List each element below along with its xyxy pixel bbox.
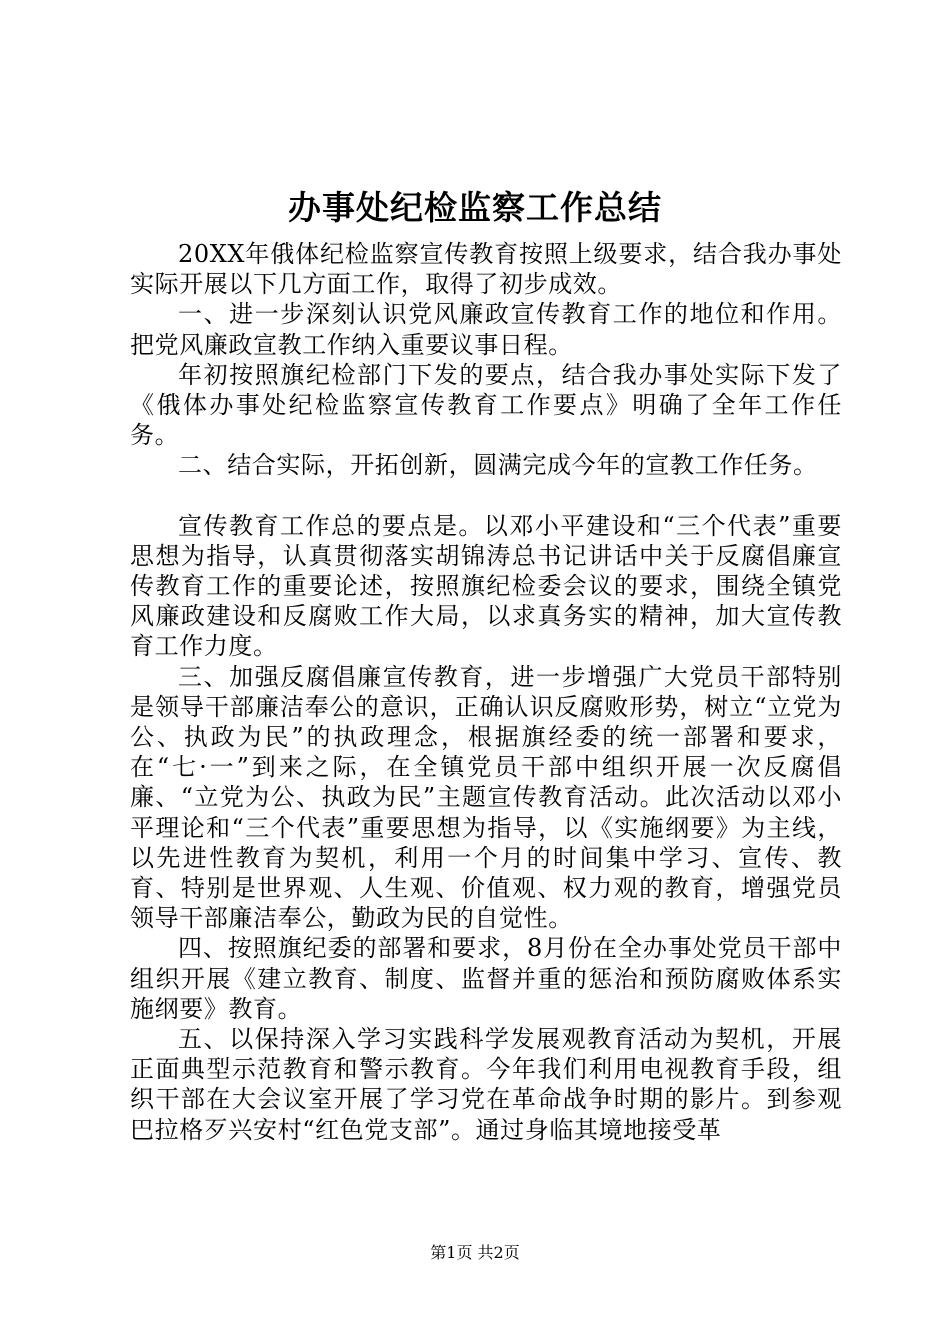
paragraph-key-points: 宣传教育工作总的要点是。以邓小平建设和“三个代表”重要思想为指导，认真贯彻落实胡锦涛总书记讲话中关于反腐倡廉宣传教育工作的重要论述，按照旗纪检委会议的要求，围绕全镇党风廉政建设和反腐败工作大局，以求真务实的精神，加大宣传教育工作力度。 bbox=[130, 511, 842, 661]
document-body bbox=[130, 239, 842, 1145]
paragraph-intro: 20XX年俄体纪检监察宣传教育按照上级要求，结合我办事处实际开展以下几方面工作，取得了初步成效。 bbox=[130, 240, 842, 299]
paragraph-section-4: 四、按照旗纪委的部署和要求，8月份在全办事处党员干部中组织开展《建立教育、制度、监督并重的惩治和预防腐败体系实施纲要》教育。 bbox=[130, 934, 842, 1023]
paragraph-section-2: 二、结合实际，开拓创新，圆满完成今年的宣教工作任务。 bbox=[178, 451, 818, 480]
page-footer: 第1页 共2页 bbox=[430, 1243, 520, 1262]
paragraph-plan: 年初按照旗纪检部门下发的要点，结合我办事处实际下发了《俄体办事处纪检监察宣传教育工作要点》明确了全年工作任务。 bbox=[130, 360, 842, 450]
paragraph-section-5: 五、以保持深入学习实践科学发展观教育活动为契机，开展正面典型示范教育和警示教育。今年我们利用电视教育手段，组织干部在大会议室开展了学习党在革命战争时期的影片。到参观巴拉格歹兴安村“红色党支部”。通过身临其境地接受革 bbox=[130, 1025, 842, 1144]
paragraph-section-3: 三、加强反腐倡廉宣传教育，进一步增强广大党员干部特别是领导干部廉洁奉公的意识，正确认识反腐败形势，树立“立党为公、执政为民”的执政理念，根据旗经委的统一部署和要求，在“七·一”到来之际，在全镇党员干部中组织开展一次反腐倡廉、“立党为公、执政为民”主题宣传教育活动。此次活动以邓小平理论和“三个代表”重要思想为指导，以《实施纲要》为主线，以先进性教育为契机，利用一个月的时间集中学习、宣传、教育、特别是世界观、人生观、价值观、权力观的教育，增强党员领导干部廉洁奉公，勤政为民的自觉性。 bbox=[130, 662, 842, 933]
paragraph-section-1: 一、进一步深刻认识党风廉政宣传教育工作的地位和作用。把党风廉政宣教工作纳入重要议事日程。 bbox=[130, 300, 842, 359]
paragraph-spacer bbox=[130, 481, 842, 511]
document-title: 办事处纪检监察工作总结 bbox=[288, 188, 662, 227]
